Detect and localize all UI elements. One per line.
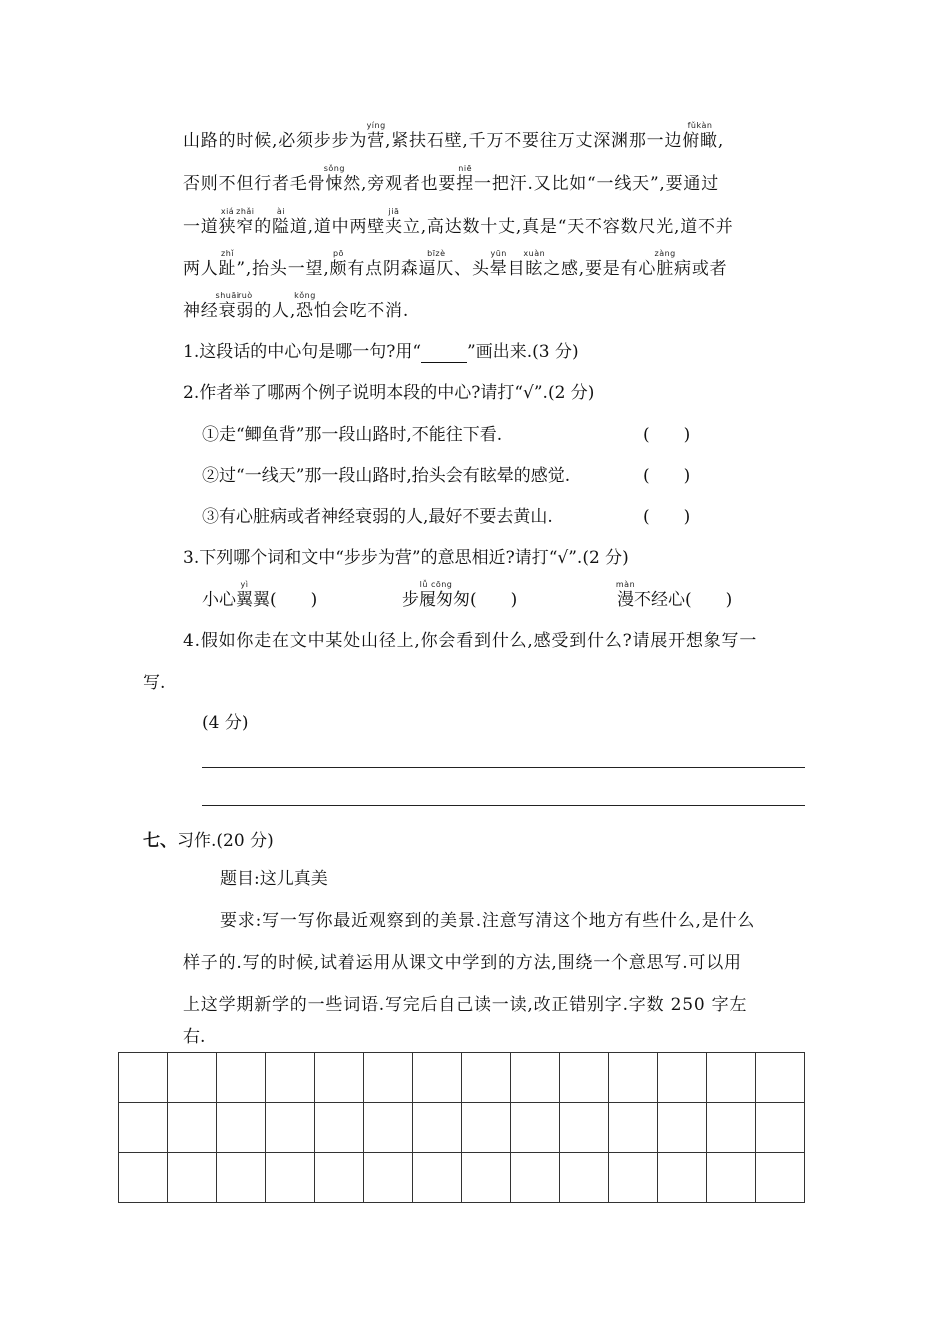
- passage-line-5: 神经 shuāi 衰 ruò 弱的人, kǒng 恐怕会吃不消.: [183, 291, 410, 321]
- passage-line-1: 山路的时候,必须步步为 yíng 营,紧扶石壁,千万不要往万丈深渊那一边 fǔkàn 俯瞰,: [183, 121, 725, 151]
- grid-cell[interactable]: [168, 1103, 217, 1153]
- grid-cell[interactable]: [560, 1153, 609, 1203]
- q2-option-2: ②过“一线天”那一段山路时,抬头会有眩晕的感觉.: [202, 466, 571, 486]
- grid-cell[interactable]: [364, 1103, 413, 1153]
- grid-cell[interactable]: [266, 1053, 315, 1103]
- passage-line-2: 否则不但行者毛骨 sǒng 悚然,旁观者也要 niē 捏一把汗.又比如“一线天”,要通过: [183, 164, 720, 194]
- essay-topic: 题目:这儿真美: [220, 869, 328, 889]
- grid-row: [119, 1103, 805, 1153]
- essay-requirement-3: 上这学期新学的一些词语.写完后自己读一读,改正错别字.字数 250 字左: [183, 995, 748, 1015]
- grid-cell[interactable]: [266, 1103, 315, 1153]
- grid-cell[interactable]: [511, 1053, 560, 1103]
- passage-line-3: 一道 xiá 狭 zhǎi 窄的 ài 隘道,道中两壁 jiā 夹立,高达数十丈,真是“天不容数尺光,道不并: [183, 207, 734, 237]
- question-4: 4.假如你走在文中某处山径上,你会看到什么,感受到什么?请展开想象写一: [183, 631, 758, 651]
- grid-cell[interactable]: [756, 1153, 805, 1203]
- grid-cell[interactable]: [609, 1103, 658, 1153]
- essay-requirement-2: 样子的.写的时候,试着运用从课文中学到的方法,围绕一个意思写.可以用: [183, 953, 742, 973]
- grid-cell[interactable]: [707, 1103, 756, 1153]
- q3-option-3[interactable]: màn 漫不经心( ): [615, 580, 733, 610]
- grid-cell[interactable]: [168, 1053, 217, 1103]
- question-3: 3.下列哪个词和文中“步步为营”的意思相近?请打“√”.(2 分): [183, 548, 629, 568]
- grid-cell[interactable]: [413, 1053, 462, 1103]
- grid-cell[interactable]: [511, 1103, 560, 1153]
- answer-line-1[interactable]: [202, 767, 805, 768]
- grid-cell[interactable]: [168, 1153, 217, 1203]
- grid-cell[interactable]: [658, 1053, 707, 1103]
- passage-line-4: 两人 zhǐ 趾”,抬头一望, pō 颇有点阴森 bīzè 逼仄、头 yūn 晕目 xuàn 眩之感,要是有心 zàng 脏病或者: [183, 249, 728, 279]
- grid-cell[interactable]: [217, 1103, 266, 1153]
- q2-option-1: ①走“鲫鱼背”那一段山路时,不能往下看.: [202, 425, 503, 445]
- answer-blank[interactable]: [421, 346, 467, 363]
- grid-cell[interactable]: [217, 1153, 266, 1203]
- writing-grid[interactable]: [118, 1052, 805, 1203]
- grid-cell[interactable]: [413, 1103, 462, 1153]
- grid-cell[interactable]: [315, 1053, 364, 1103]
- essay-requirement-1: 要求:写一写你最近观察到的美景.注意写清这个地方有些什么,是什么: [220, 911, 756, 931]
- grid-cell[interactable]: [315, 1153, 364, 1203]
- question-4-cont: 写.: [143, 673, 166, 693]
- grid-row: [119, 1053, 805, 1103]
- grid-cell[interactable]: [658, 1153, 707, 1203]
- grid-cell[interactable]: [119, 1153, 168, 1203]
- q2-option-3: ③有心脏病或者神经衰弱的人,最好不要去黄山.: [202, 507, 553, 527]
- grid-cell[interactable]: [756, 1053, 805, 1103]
- grid-cell[interactable]: [560, 1103, 609, 1153]
- question-4-score: (4 分): [202, 713, 249, 733]
- grid-cell[interactable]: [413, 1153, 462, 1203]
- grid-cell[interactable]: [511, 1153, 560, 1203]
- grid-cell[interactable]: [315, 1103, 364, 1153]
- grid-row: [119, 1153, 805, 1203]
- q3-option-2[interactable]: 步 lǚ cōng 履匆匆( ): [402, 580, 518, 610]
- grid-cell[interactable]: [119, 1103, 168, 1153]
- grid-cell[interactable]: [364, 1053, 413, 1103]
- grid-cell[interactable]: [707, 1053, 756, 1103]
- grid-cell[interactable]: [266, 1153, 315, 1203]
- grid-cell[interactable]: [217, 1053, 266, 1103]
- question-1: 1.这段话的中心句是哪一句?用“ ”画出来.(3 分): [183, 342, 579, 362]
- grid-cell[interactable]: [609, 1053, 658, 1103]
- essay-requirement-4: 右.: [183, 1027, 206, 1047]
- grid-cell[interactable]: [609, 1153, 658, 1203]
- question-2: 2.作者举了哪两个例子说明本段的中心?请打“√”.(2 分): [183, 383, 595, 403]
- grid-cell[interactable]: [364, 1153, 413, 1203]
- grid-cell[interactable]: [560, 1053, 609, 1103]
- q2-option-2-paren[interactable]: ( ): [643, 466, 691, 486]
- grid-cell[interactable]: [462, 1053, 511, 1103]
- grid-cell[interactable]: [707, 1153, 756, 1203]
- q2-option-1-paren[interactable]: ( ): [643, 425, 691, 445]
- grid-cell[interactable]: [658, 1103, 707, 1153]
- answer-line-2[interactable]: [202, 805, 805, 806]
- grid-cell[interactable]: [756, 1103, 805, 1153]
- grid-cell[interactable]: [462, 1103, 511, 1153]
- section-7-title: 七、习作.(20 分): [143, 831, 274, 851]
- grid-cell[interactable]: [462, 1153, 511, 1203]
- grid-cell[interactable]: [119, 1053, 168, 1103]
- q3-option-1[interactable]: 小心 yì 翼翼( ): [202, 580, 318, 610]
- q2-option-3-paren[interactable]: ( ): [643, 507, 691, 527]
